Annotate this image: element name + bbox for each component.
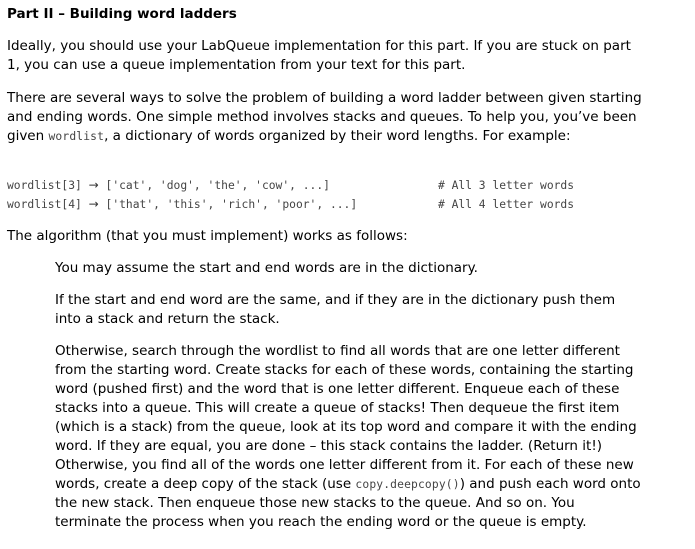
- wordlist-code-term: wordlist: [48, 130, 105, 143]
- algorithm-intro: The algorithm (that you must implement) works as follows:: [7, 228, 408, 244]
- code-expression: wordlist[3]: [7, 179, 82, 192]
- code-line: [7, 195, 657, 214]
- step-otherwise-text-end: ) and push each word onto the new stack. Then enqueue those new stacks to the queue. And so on. You terminate the process when you reach the ending word or the queue is empty.: [55, 476, 641, 530]
- code-statement: [7, 176, 330, 195]
- step-assume: You may assume the start and end words are in the dictionary.: [55, 260, 478, 276]
- description-text-end: , a dictionary of words organized by their word lengths. For example:: [104, 128, 571, 144]
- intro-paragraph: Ideally, you should use your LabQueue implementation for this part. If you are stuck on part 1, you can use a queue implementation from your text for this part.: [7, 38, 631, 73]
- description-text-start: There are several ways to solve the problem of building a word ladder between given starting and ending words. One simple method involves stacks and queues. To help you, you’ve been given: [7, 90, 642, 144]
- section-heading: Part II – Building word ladders: [7, 6, 237, 22]
- code-comment: # All 3 letter words: [438, 179, 575, 192]
- code-expression: wordlist[4]: [7, 198, 82, 211]
- step-otherwise-text-start: Otherwise, search through the wordlist to find all words that are one letter different from the starting word. Create stacks for each of these words, containing the starting word (pushed first) and the word that is one letter different. Enqueue each of these stacks into a queue. This will create a queue of stacks! Then dequeue the first item (which is a stack) from the queue, look at its top word and compare it with the ending word. If they are equal, you are done – this stack contains the ladder. (Return it!) Otherwise, you find all of the words one letter different from it. For each of these new words, create a deep copy of the stack (use: [55, 343, 637, 492]
- deepcopy-code-term: copy.deepcopy(): [355, 478, 460, 491]
- code-line: [7, 176, 657, 195]
- right-arrow-icon: →: [88, 197, 99, 211]
- code-example: [7, 176, 657, 214]
- code-statement: [7, 195, 357, 214]
- code-value: ['that', 'this', 'rich', 'poor', ...]: [105, 198, 358, 211]
- description-paragraph: [7, 89, 647, 146]
- code-comment: # All 4 letter words: [438, 198, 575, 211]
- step-same-words: If the start and end word are the same, and if they are in the dictionary push them into a stack and return the stack.: [55, 292, 616, 327]
- code-value: ['cat', 'dog', 'the', 'cow', ...]: [105, 179, 330, 192]
- right-arrow-icon: →: [88, 178, 99, 192]
- step-otherwise: [55, 342, 645, 532]
